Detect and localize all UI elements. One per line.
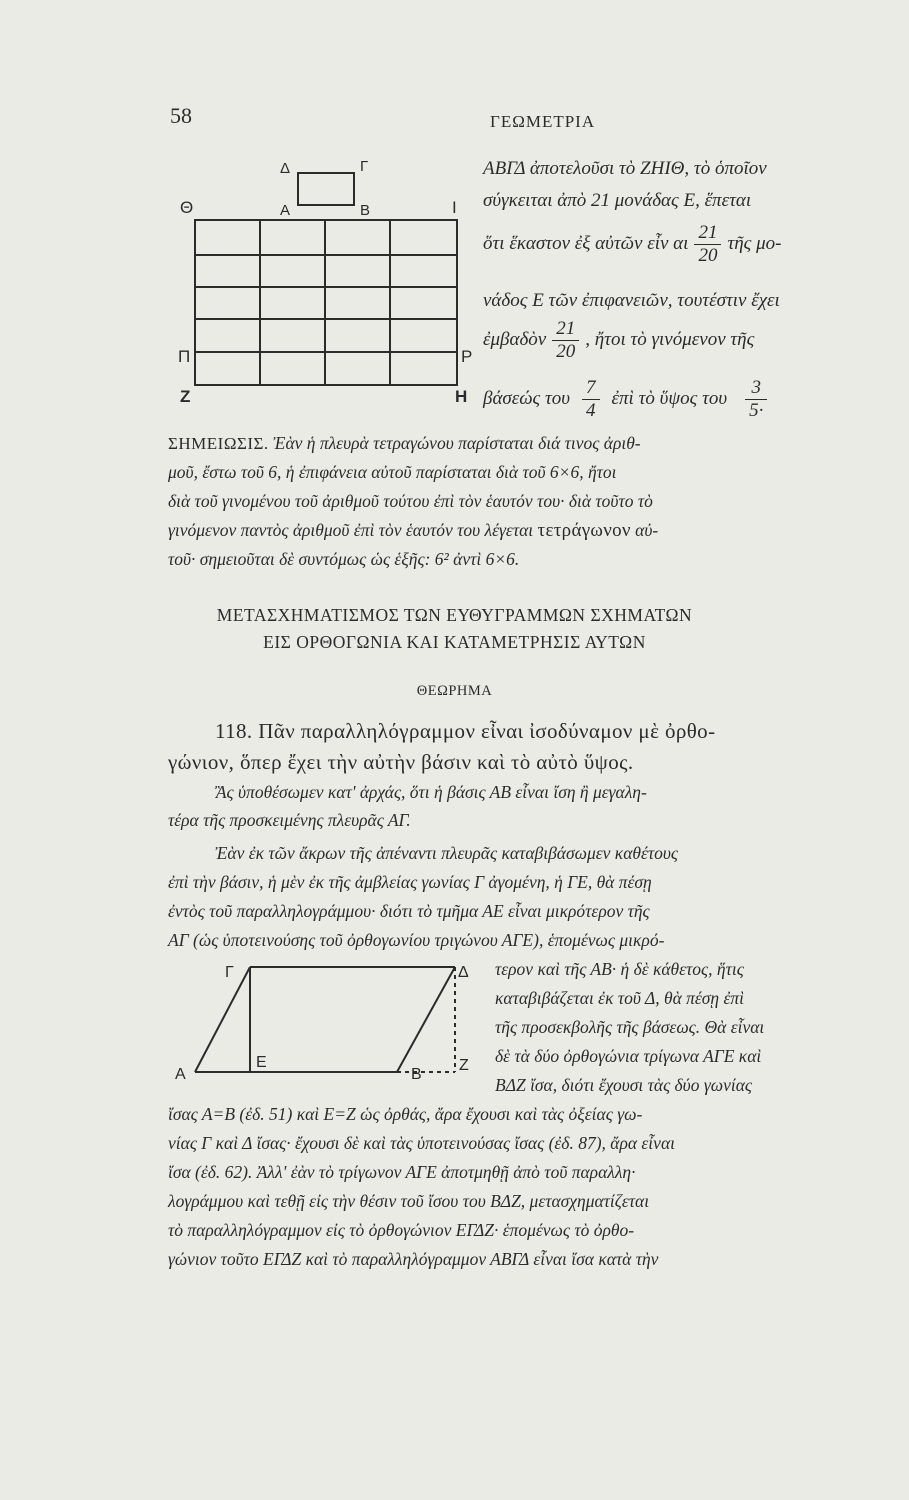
label-delta: Δ [280, 160, 291, 177]
proof-line11: τὸ παραλληλόγραμμον εἰς τὸ ὀρθογώνιον ΕΓΔΖ· ἑπομένως τὸ ὀρθο- [168, 1220, 635, 1240]
para1-line4: νάδος Ε τῶν ἐπιφανειῶν, τουτέστιν ἔχει [483, 290, 780, 311]
proof-line12: γώνιον τοῦτο ΕΓΔΖ καὶ τὸ παραλληλόγραμμον ΑΒΓΔ εἶναι ἴσα κατὰ τὴν [168, 1249, 659, 1269]
para1-line6-text: βάσεώς του [483, 387, 571, 409]
proof-right-line4: δὲ τὰ δύο ὀρθογώνια τρίγωνα ΑΓΕ καὶ [495, 1046, 762, 1066]
proof-line3: Ἐὰν ἐκ τῶν ἄκρων τῆς ἀπέναντι πλευρᾶς καταβιβάσωμεν καθέτους [215, 843, 679, 863]
label-gamma-2: Γ [225, 964, 234, 981]
label-alpha-2: Α [175, 1066, 186, 1083]
note-line4-text: γινόμενον παντὸς ἀριθμοῦ ἐπὶ τὸν ἑαυτόν του λέγεται [168, 520, 534, 540]
para1-line3-end: τῆς μο- [727, 232, 782, 254]
figure-parallelogram [170, 955, 490, 1085]
para1-line1: ΑΒΓΔ ἀποτελοῦσι τὸ ΖΗΙΘ, τὸ ὁποῖον [483, 158, 767, 179]
label-gamma: Γ [360, 158, 369, 175]
page-number: 58 [170, 103, 192, 128]
label-beta-2: Β [411, 1066, 422, 1083]
label-zeta-2: Ζ [459, 1057, 469, 1074]
note-line1 [168, 433, 641, 454]
section-title-line2: ΕΙΣ ΟΡΘΟΓΩΝΙΑ ΚΑΙ ΚΑΤΑΜΕΤΡΗΣΙΣ ΑΥΤΩΝ [263, 632, 646, 652]
fraction-21-20-b: $\frac{21}{20}$ [552, 318, 579, 363]
para1-line5-text: ἐμβαδὸν [483, 328, 547, 350]
label-rho: Ρ [461, 347, 473, 366]
running-title: ΓΕΩΜΕΤΡΙΑ [490, 112, 596, 131]
proof-line9: ἴσα (ἐδ. 62). Ἀλλ' ἐὰν τὸ τρίγωνον ΑΓΕ ἀποτμηθῇ ἀπὸ τοῦ παραλλη· [168, 1162, 636, 1182]
label-eta: Η [455, 387, 468, 406]
fraction-3-5: $\frac{3}{5\cdot}$ [745, 377, 767, 422]
note-line3: διὰ τοῦ γινομένου τοῦ ἀριθμοῦ τούτου ἐπὶ τὸν ἑαυτόν του· διὰ τοῦτο τὸ [168, 491, 653, 511]
para1-line6-mid: ἐπὶ τὸ ὕψος του [611, 387, 728, 409]
proof-line1: Ἂς ὑποθέσωμεν κατ' ἀρχάς, ὅτι ἡ βάσις ΑΒ εἶναι ἴση ἢ μεγαλη- [215, 782, 647, 802]
label-pi: Π [178, 347, 191, 366]
section-title-line1: ΜΕΤΑΣΧΗΜΑΤΙΣΜΟΣ ΤΩΝ ΕΥΘΥΓΡΑΜΜΩΝ ΣΧΗΜΑΤΩΝ [216, 605, 693, 625]
proof-line5: ἐντὸς τοῦ παραλληλογράμμου· διότι τὸ τμῆμα ΑΕ εἶναι μικρότερον τῆς [168, 901, 650, 921]
proof-right-line1: τερον καὶ τῆς ΑΒ· ἡ δὲ κάθετος, ἥτις [495, 959, 744, 979]
proof-right-line2: καταβιβάζεται ἐκ τοῦ Δ, θὰ πέσῃ ἐπὶ [495, 988, 745, 1008]
note-line1-text: Ἐὰν ἡ πλευρὰ τετραγώνου παρίσταται διά τινος ἀριθ- [273, 433, 641, 453]
theorem-heading: ΘΕΩΡΗΜΑ [416, 683, 493, 699]
label-zeta: Ζ [180, 387, 191, 406]
proof-line7: ἴσας Α=Β (ἐδ. 51) καὶ Ε=Ζ ὡς ὀρθάς, ἄρα ἔχουσι καὶ τὰς ὀξείας γω- [168, 1104, 643, 1124]
figure-grid-rectangle [180, 155, 480, 415]
proof-line2: τέρα τῆς προσκειμένης πλευρᾶς ΑΓ. [168, 810, 411, 830]
label-beta: Β [360, 202, 371, 219]
label-alpha: Α [280, 202, 291, 219]
para1-line3-text: ὅτι ἕκαστον ἐξ αὐτῶν εἶν αι [483, 232, 689, 254]
para1-line3 [483, 222, 782, 267]
proof-line10: λογράμμου καὶ τεθῇ εἰς τὴν θέσιν τοῦ ἴσου του ΒΔΖ, μετασχηματίζεται [168, 1191, 650, 1211]
fraction-21-20-a: $\frac{21}{20}$ [694, 222, 721, 267]
note-line2: μοῦ, ἔστω τοῦ 6, ἡ ἐπιφάνεια αὐτοῦ παρίσταται διὰ τοῦ 6×6, ἤτοι [168, 462, 617, 482]
note-line5: τοῦ· σημειοῦται δὲ συντόμως ὡς ἑξῆς: 6² ἀντὶ 6×6. [168, 549, 520, 569]
para1-line5-end: , ἤτοι τὸ γινόμενον τῆς [585, 328, 755, 350]
note-term-square: τετράγωνον [537, 520, 631, 541]
theorem-line1: 118. Πᾶν παραλληλόγραμμον εἶναι ἰσοδύναμον μὲ ὀρθο- [215, 719, 716, 743]
label-delta-2: Δ [458, 964, 469, 981]
para1-line6 [483, 377, 773, 422]
label-theta: Θ [180, 198, 194, 217]
proof-line4: ἐπὶ τὴν βάσιν, ἡ μὲν ἐκ τῆς ἀμβλείας γωνίας Γ ἀγομένη, ἡ ΓΕ, θὰ πέσῃ [168, 872, 652, 892]
label-iota: Ι [452, 198, 457, 217]
proof-line8: νίας Γ καὶ Δ ἴσας· ἔχουσι δὲ καὶ τὰς ὑποτεινούσας ἴσας (ἐδ. 87), ἄρα εἶναι [168, 1133, 675, 1153]
theorem-line2: γώνιον, ὅπερ ἔχει τὴν αὐτὴν βάσιν καὶ τὸ αὐτὸ ὕψος. [168, 750, 634, 774]
proof-line6: ΑΓ (ὡς ὑποτεινούσης τοῦ ὀρθογωνίου τριγώνου ΑΓΕ), ἑπομένως μικρό- [168, 930, 665, 950]
proof-right-line5: ΒΔΖ ἴσα, διότι ἔχουσι τὰς δύο γωνίας [495, 1075, 753, 1095]
proof-right-line3: τῆς προσεκβολῆς τῆς βάσεως. Θὰ εἶναι [495, 1017, 765, 1037]
note-line4 [168, 520, 658, 542]
fraction-7-4: $\frac{7}{4}$ [582, 377, 600, 422]
label-epsilon-2: Ε [256, 1054, 267, 1071]
para1-line5 [483, 318, 754, 363]
small-square [298, 173, 354, 205]
para1-line2: σύγκειται ἀπὸ 21 μονάδας Ε, ἕπεται [483, 190, 752, 211]
note-label: ΣΗΜΕΙΩΣΙΣ. [168, 434, 269, 453]
note-line4-end: αὐ- [635, 520, 659, 540]
